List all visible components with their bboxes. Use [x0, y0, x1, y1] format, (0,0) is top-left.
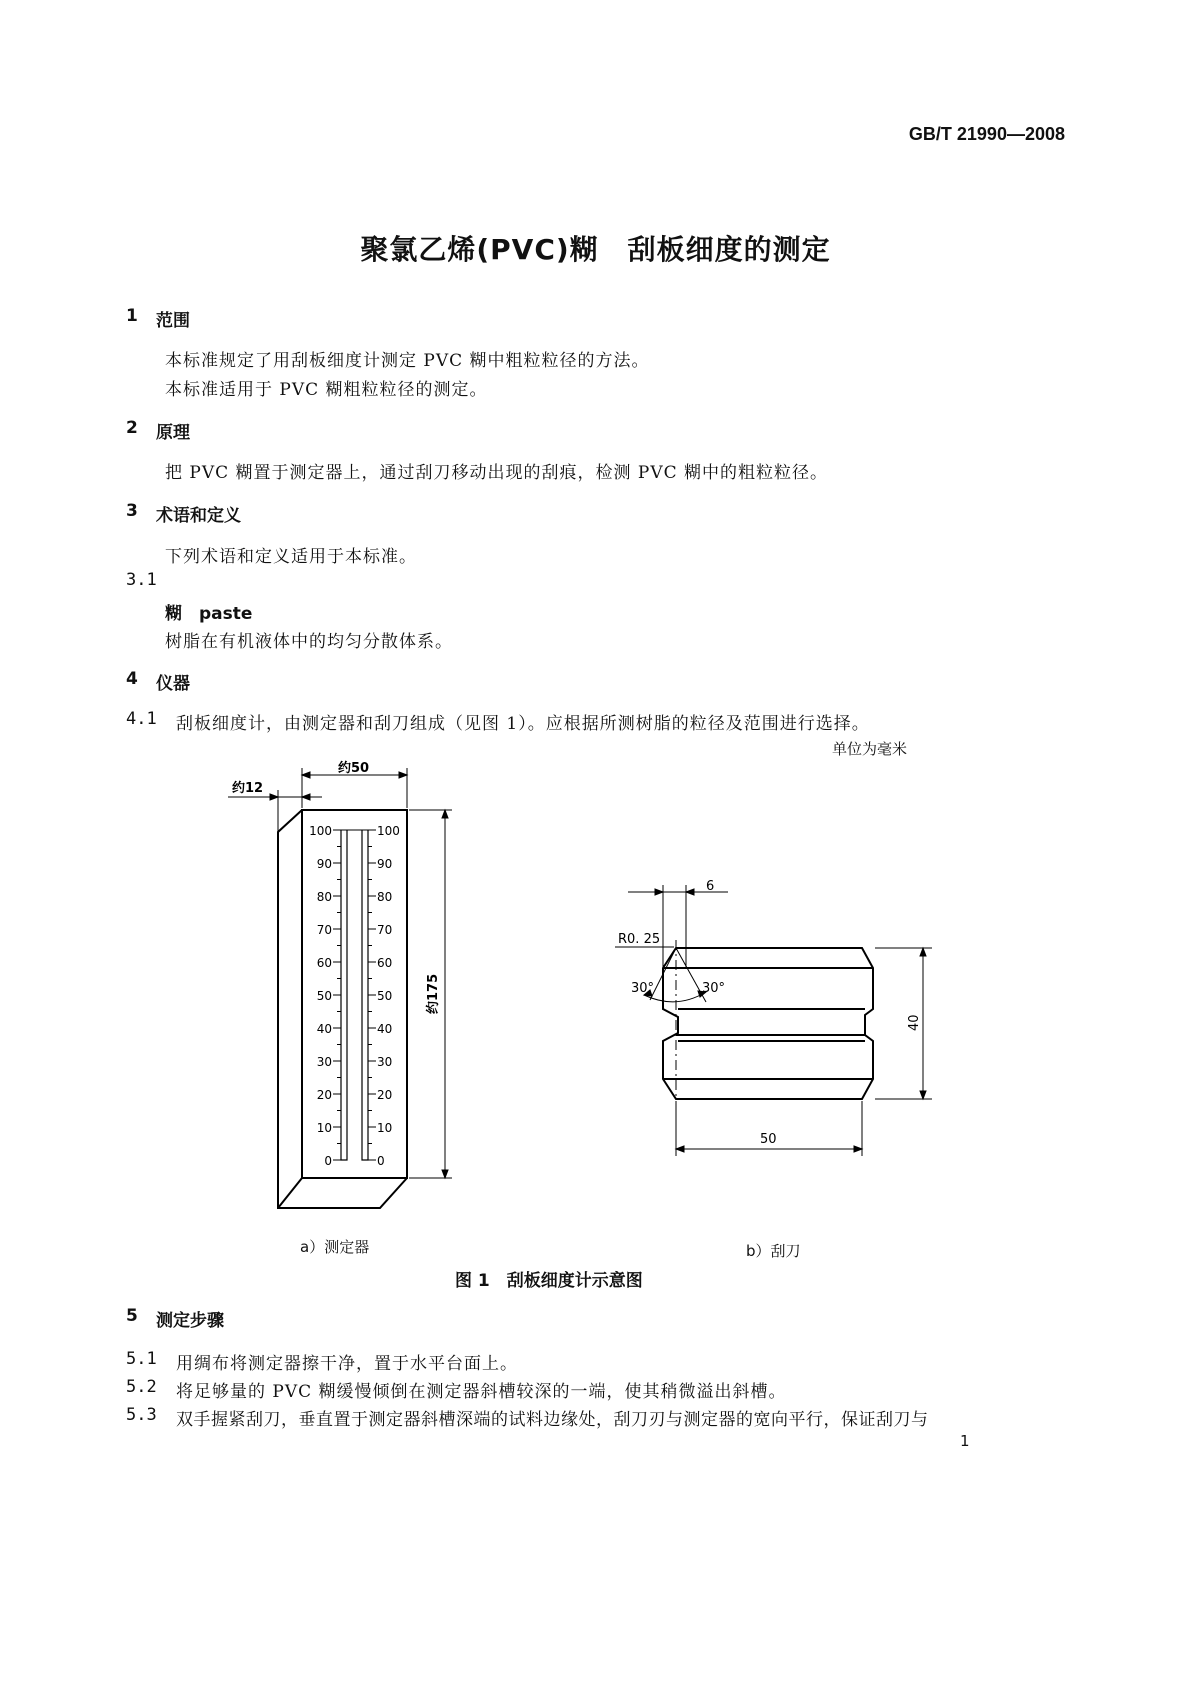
section-3-number: 3 [126, 501, 138, 521]
unit-note: 单位为毫米 [832, 740, 908, 758]
section-3-para-1: 下列术语和定义适用于本标准。 [165, 547, 417, 567]
label-30-left: 30° [631, 981, 655, 996]
scale-label-left: 20 [316, 1088, 332, 1102]
scale-left-labels [309, 824, 332, 1168]
item-5-3-text: 双手握紧刮刀，垂直置于测定器斜槽深端的试料边缘处，刮刀刃与测定器的宽向平行，保证刮刀与 [176, 1410, 929, 1430]
item-5-1-number: 5.1 [126, 1349, 157, 1369]
term-definition: 树脂在有机液体中的均匀分散体系。 [165, 632, 453, 652]
item-4-1-number: 4.1 [126, 709, 157, 729]
section-1-para-2: 本标准适用于 PVC 糊粗粒粒径的测定。 [165, 380, 488, 400]
scale-label-left: 40 [316, 1022, 332, 1036]
scale-right-labels [377, 824, 400, 1168]
label-50: 50 [760, 1132, 777, 1147]
scale-label-right: 60 [377, 956, 393, 970]
item-5-2-number: 5.2 [126, 1377, 157, 1397]
scale-label-right: 40 [377, 1022, 393, 1036]
scale-label-left: 50 [316, 989, 332, 1003]
scale-label-left: 0 [324, 1154, 332, 1168]
scale-label-left: 80 [316, 890, 332, 904]
caption-gauge: a）测定器 [300, 1238, 370, 1256]
section-1-title: 范围 [156, 311, 190, 331]
scale-label-left: 60 [316, 956, 332, 970]
section-1-number: 1 [126, 306, 138, 326]
scraper-body [663, 948, 873, 1099]
item-5-3-number: 5.3 [126, 1405, 157, 1425]
scale-label-right: 90 [377, 857, 393, 871]
label-40: 40 [907, 1014, 922, 1031]
label-30-right: 30° [702, 981, 726, 996]
gauge-slot [341, 830, 368, 1160]
label-height: 约175 [426, 973, 441, 1014]
page-title: 聚氯乙烯(PVC)糊 刮板细度的测定 [360, 233, 831, 266]
standard-number: GB/T 21990—2008 [908, 124, 1065, 144]
section-4-number: 4 [126, 669, 138, 689]
section-4-title: 仪器 [156, 674, 190, 694]
scale-label-left: 90 [316, 857, 332, 871]
scale-label-left: 70 [316, 923, 332, 937]
section-5-title: 测定步骤 [156, 1311, 224, 1331]
label-width: 约50 [338, 761, 370, 776]
section-2-number: 2 [126, 418, 138, 438]
label-6: 6 [706, 879, 715, 894]
subsection-3-1-number: 3.1 [126, 570, 157, 590]
scale-label-right: 70 [377, 923, 393, 937]
caption-scraper: b）刮刀 [746, 1242, 801, 1260]
gauge-ticks [333, 830, 376, 1160]
section-1-para-1: 本标准规定了用刮板细度计测定 PVC 糊中粗粒粒径的方法。 [165, 351, 650, 371]
page-number: 1 [960, 1432, 970, 1450]
scale-label-right: 100 [377, 824, 400, 838]
scale-label-right: 10 [377, 1121, 393, 1135]
section-5-number: 5 [126, 1306, 138, 1326]
section-2-para-1: 把 PVC 糊置于测定器上，通过刮刀移动出现的刮痕，检测 PVC 糊中的粗粒粒径。 [165, 463, 829, 483]
figure-title: 图 1 刮板细度计示意图 [455, 1271, 643, 1291]
item-5-2-text: 将足够量的 PVC 糊缓慢倾倒在测定器斜槽较深的一端，使其稍微溢出斜槽。 [176, 1382, 787, 1402]
scale-label-right: 80 [377, 890, 393, 904]
term-paste: 糊 paste [165, 604, 253, 624]
section-3-title: 术语和定义 [156, 506, 241, 526]
scale-label-left: 10 [316, 1121, 332, 1135]
label-bevel: 约12 [232, 781, 264, 796]
scale-label-left: 30 [316, 1055, 332, 1069]
label-r025: R0. 25 [618, 932, 661, 947]
scale-label-left: 100 [309, 824, 332, 838]
scale-label-right: 20 [377, 1088, 393, 1102]
scale-label-right: 30 [377, 1055, 393, 1069]
scale-label-right: 50 [377, 989, 393, 1003]
item-5-1-text: 用绸布将测定器擦干净，置于水平台面上。 [176, 1354, 518, 1374]
section-2-title: 原理 [156, 423, 190, 443]
scale-label-right: 0 [377, 1154, 385, 1168]
item-4-1-text: 刮板细度计，由测定器和刮刀组成（见图 1）。应根据所测树脂的粒径及范围进行选择。 [176, 714, 870, 734]
